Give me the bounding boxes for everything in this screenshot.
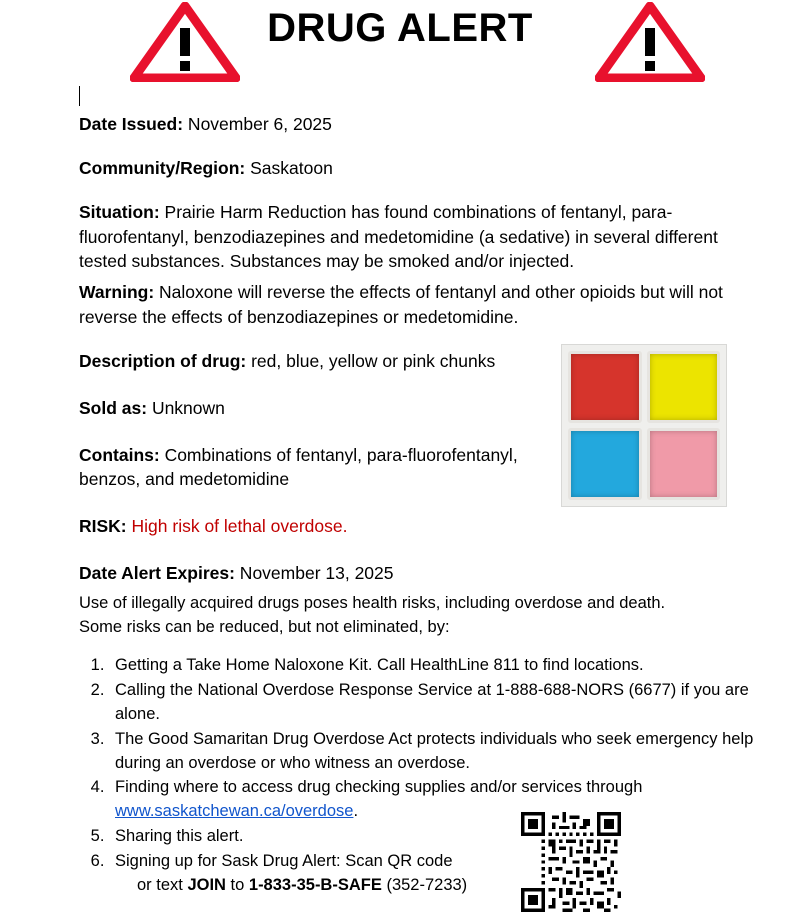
date-issued-row: [79, 112, 744, 137]
warning-triangle-icon: [595, 2, 705, 87]
sample-chunk-pink: [647, 428, 721, 500]
list-item-text: Signing up for Sask Drug Alert: Scan QR code: [115, 852, 453, 871]
sample-chunk-red: [568, 351, 642, 423]
list-item-text: Sharing this alert.: [115, 827, 244, 846]
risk-reduction-list: [79, 654, 759, 898]
list-item: [109, 776, 759, 824]
page-title: DRUG ALERT: [267, 6, 533, 50]
risk-reduction-section: [79, 592, 759, 899]
date-issued-value: November 6, 2025: [183, 114, 332, 134]
list-item-text: Calling the National Overdose Response Service at 1-888-688-NORS (6677) if you are alone.: [115, 680, 749, 723]
subline-keyword-join: JOIN: [187, 876, 226, 895]
saskatchewan-overdose-link[interactable]: www.saskatchewan.ca/overdose: [115, 802, 354, 821]
qr-code: [512, 812, 630, 912]
warning-value: Naloxone will reverse the effects of fentanyl and other opioids but will not reverse the effects of benzodiazepines or medetomidine.: [79, 282, 723, 328]
sold-as-label: Sold as:: [79, 397, 148, 418]
subline-before: or text: [137, 876, 188, 895]
risk-row: [79, 514, 539, 539]
list-item: [109, 654, 759, 678]
expiry-row: [79, 561, 744, 586]
list-item-text: The Good Samaritan Drug Overdose Act protects individuals who seek emergency help during an overdose or who witness an overdose.: [115, 729, 754, 772]
date-issued-label: Date Issued:: [79, 114, 184, 134]
community-label: Community/Region:: [79, 157, 246, 178]
risk-intro-line2: Some risks can be reduced, but not eliminated, by:: [79, 617, 450, 636]
text-cursor: [79, 86, 80, 106]
warning-row: [79, 280, 744, 330]
document-header: [0, 0, 800, 92]
contains-row: [79, 443, 539, 493]
description-label: Description of drug:: [79, 350, 247, 371]
expiry-label: Date Alert Expires:: [79, 563, 235, 584]
sample-chunk-blue: [568, 428, 642, 500]
list-item: [109, 679, 759, 727]
subline-phone-number: 1-833-35-B-SAFE: [248, 876, 382, 895]
list-item-text: Finding where to access drug checking supplies and/or services through: [115, 778, 643, 797]
list-item: [109, 850, 759, 898]
subline-after: (352-7233): [381, 876, 468, 895]
list-item-subline: [115, 874, 759, 898]
risk-intro-line1: Use of illegally acquired drugs poses health risks, including overdose and death.: [79, 594, 666, 612]
community-value: Saskatoon: [245, 157, 333, 178]
situation-label: Situation:: [79, 201, 160, 222]
expiry-value: November 13, 2025: [234, 563, 394, 584]
drug-sample-photo: [561, 344, 727, 507]
description-value: red, blue, yellow or pink chunks: [246, 350, 496, 371]
sample-chunk-yellow: [647, 351, 721, 423]
situation-row: [79, 200, 744, 275]
list-item-text: Getting a Take Home Naloxone Kit. Call HealthLine 811 to find locations.: [115, 655, 644, 674]
sold-as-value: Unknown: [147, 397, 225, 418]
risk-label: RISK:: [79, 516, 127, 537]
list-item-text-after: .: [353, 802, 359, 821]
risk-intro: [79, 592, 759, 640]
contains-value: Combinations of fentanyl, para-fluorofentanyl, benzos, and medetomidine: [79, 444, 518, 490]
sold-as-row: [79, 396, 539, 421]
contains-label: Contains:: [79, 444, 160, 465]
list-item: [109, 825, 759, 849]
subline-mid: to: [225, 876, 249, 895]
situation-value: Prairie Harm Reduction has found combinations of fentanyl, para-fluorofentanyl, benzodiazepines and medetomidine (a sedative) in several different tested substances. Substances may be smoked and/or injected.: [79, 201, 718, 272]
risk-value: High risk of lethal overdose.: [131, 516, 348, 537]
community-row: [79, 156, 744, 181]
warning-label: Warning:: [79, 282, 155, 303]
list-item: [109, 728, 759, 776]
